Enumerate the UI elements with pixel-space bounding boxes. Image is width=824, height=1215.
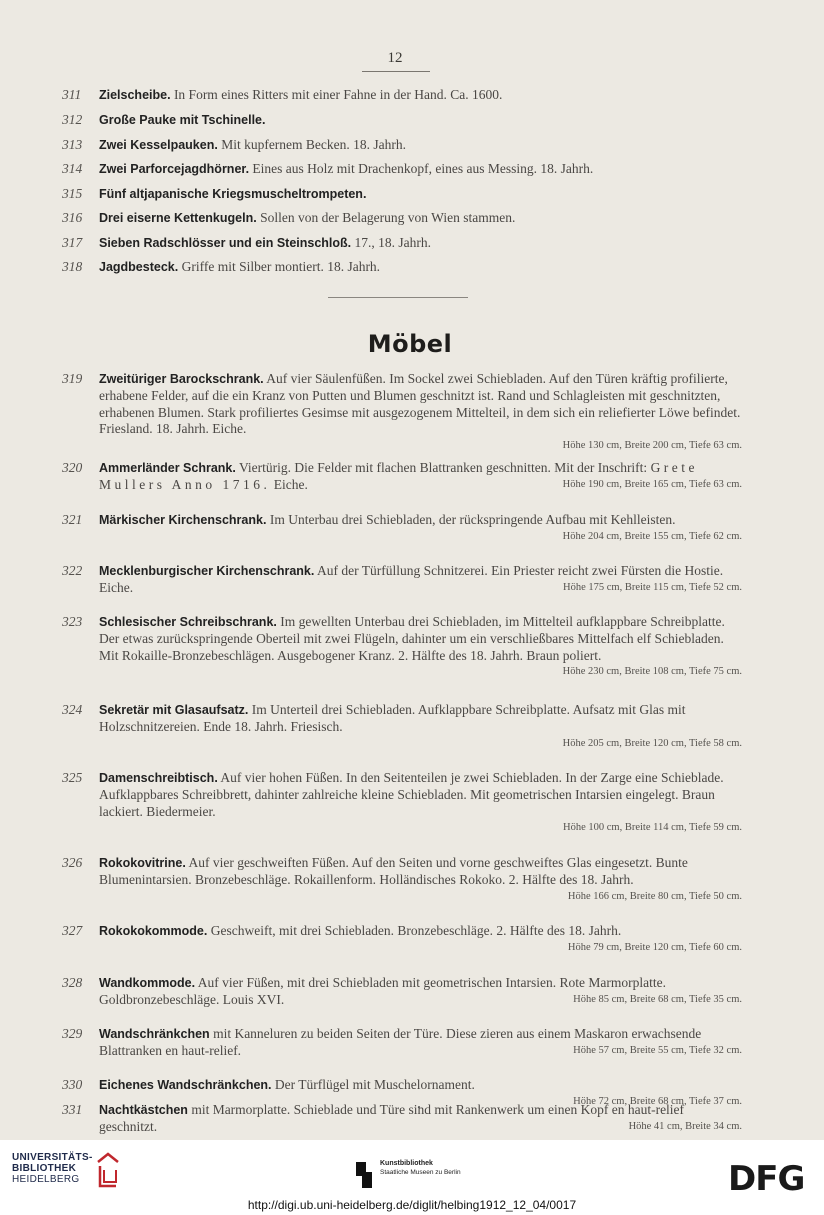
catalog-entry-315 [62,186,742,203]
catalog-entry-314 [62,161,742,178]
entry-text-tail: Eiche. [270,476,308,492]
entry-number: 322 [62,563,83,578]
entry-text: Auf vier hohen Füßen. In den Seitenteilen je zwei Schiebladen. In der Zarge eine Schieblade. Aufklappbares Schreibbrett, dahinter zahlreiche kleine Schiebladen. Mit geometrischen Intarsien eingelegt. Braun lackiert. Biedermeier. [99,770,724,819]
entry-text: mit Marmorplatte. Schieblade und Türe sind mit Rankenwerk um einen Kopf en haut-relief geschnitzt. [99,1102,685,1134]
entry-title: Jagdbesteck. [99,260,179,274]
entry-dimensions: Höhe 100 cm, Breite 114 cm, Tiefe 59 cm. [563,822,742,834]
entry-dimensions: Höhe 85 cm, Breite 68 cm, Tiefe 35 cm. [573,993,742,1005]
catalog-entry-327 [62,923,742,957]
entry-text: Mit kupfernem Becken. 18. Jahrh. [217,137,407,152]
catalog-entry-320 [62,460,742,494]
entry-dimensions: Höhe 72 cm, Breite 68 cm, Tiefe 37 cm. [573,1095,742,1107]
entry-title: Fünf altjapanische Kriegsmuscheltrompeten. [99,187,367,201]
entry-text: Im Unterteil drei Schiebladen. Aufklappbare Schreibplatte. Aufsatz mit Glas mit Holzschnitzereien. Ende 18. Jahrh. Friesisch. [99,702,686,734]
entry-text: Sollen von der Belagerung von Wien stammen. [256,210,516,225]
entry-inscription: Grete Mullers Anno 1716. [99,460,699,492]
catalog-entry-321 [62,512,742,546]
entry-number: 323 [62,614,83,629]
entry-number: 315 [62,186,83,201]
entry-title: Zweitüriger Barockschrank. [99,372,264,386]
entry-number: 321 [62,512,83,527]
entry-title: Zielscheibe. [99,88,171,102]
entry-number: 314 [62,161,83,176]
entry-text: mit Kanneluren zu beiden Seiten der Türe. Diese zieren aus einem Maskaron erwachsende Blattranken en haut-relief. [99,1026,702,1058]
entry-title: Wandschränkchen [99,1027,210,1041]
page-number-rule [362,71,430,72]
catalog-entry-326 [62,855,742,905]
university-library-logo[interactable] [12,1152,142,1185]
catalog-entry-331 [62,1102,742,1136]
catalog-entry-325 [62,770,742,837]
entry-number: 317 [62,235,83,250]
entry-title: Zwei Kesselpauken. [99,138,218,152]
entry-dimensions: Höhe 190 cm, Breite 165 cm, Tiefe 63 cm. [562,478,742,490]
entry-text: Geschweift, mit drei Schiebladen. Bronzebeschläge. 2. Hälfte des 18. Jahrh. [207,923,622,938]
entry-title: Große Pauke mit Tschinelle. [99,113,266,127]
page-number: 12 [387,50,403,66]
kunstbibliothek-subtitle: Staatliche Museen zu Berlin [380,1168,461,1176]
entry-number: 331 [62,1102,83,1117]
entry-title: Nachtkästchen [99,1103,188,1117]
catalog-entry-328 [62,975,742,1009]
entry-number: 320 [62,460,83,475]
entry-dimensions: Höhe 175 cm, Breite 115 cm, Tiefe 52 cm. [563,581,742,593]
entry-number: 327 [62,923,83,938]
entry-number: 318 [62,259,83,274]
entry-title: Schlesischer Schreibschrank. [99,615,277,629]
entry-title: Märkischer Kirchenschrank. [99,513,267,527]
entry-dimensions: Höhe 205 cm, Breite 120 cm, Tiefe 58 cm. [562,737,742,749]
entry-dimensions: Höhe 41 cm, Breite 34 cm. [628,1120,742,1132]
catalog-entry-318 [62,259,742,276]
entry-dimensions: Höhe 79 cm, Breite 120 cm, Tiefe 60 cm. [567,941,742,953]
entry-title: Damenschreibtisch. [99,771,218,785]
entry-number: 329 [62,1026,83,1041]
source-url-link[interactable]: http://digi.ub.uni-heidelberg.de/diglit/helbing1912_12_04/0017 [247,1198,577,1212]
catalog-entry-319 [62,371,742,455]
entry-text: Griffe mit Silber montiert. 18. Jahrh. [178,259,381,274]
entry-text: Auf vier Füßen, mit drei Schiebladen mit geometrischen Intarsien. Rote Marmorplatte. Goldbronzebeschläge. Louis XVI. [99,975,666,1007]
entry-title: Wandkommode. [99,976,196,990]
entry-title: Sieben Radschlösser und ein Steinschloß. [99,236,352,250]
entry-text: Auf vier geschweiften Füßen. Auf den Seiten und vorne geschweiftes Glas eingesetzt. Bunte Blumenintarsien. Bronzebeschläge. Rokaillenform. Holländisches Rokoko. 2. Hälfte des 18. Jahrh. [99,855,688,887]
entry-title: Rokokokommode. [99,924,208,938]
entry-title: Zwei Parforcejagdhörner. [99,162,250,176]
entry-text: Eines aus Holz mit Drachenkopf, eines aus Messing. 18. Jahrh. [249,161,594,176]
entry-number: 330 [62,1077,83,1092]
entry-text: Im gewellten Unterbau drei Schiebladen, im Mittelteil aufklappbare Schreibplatte. Der etwas zurückspringende Oberteil mit zwei Flügeln, dahinter um ein verschließbares Mittelfach elf Schiebladen. Mit Rokaille-Bronzebeschlägen. Ausgebogener Kranz. 2. Hälfte des 18. Jahrh. Braun poliert. [99,614,725,663]
entry-number: 312 [62,112,83,127]
entry-dimensions: Höhe 57 cm, Breite 55 cm, Tiefe 32 cm. [573,1044,742,1056]
entry-title: Ammerländer Schrank. [99,461,236,475]
catalog-entry-322 [62,563,742,597]
catalog-entry-312 [62,112,742,129]
section-divider [328,297,468,298]
dfg-logo[interactable]: DFG [728,1159,805,1199]
entry-dimensions: Höhe 130 cm, Breite 200 cm, Tiefe 63 cm. [562,440,742,452]
catalog-entry-324 [62,702,742,752]
entry-number: 326 [62,855,83,870]
catalog-entry-311 [62,87,742,104]
entry-number: 319 [62,371,83,386]
entry-number: 316 [62,210,83,225]
entry-dimensions: Höhe 204 cm, Breite 155 cm, Tiefe 62 cm. [562,530,742,542]
entry-dimensions: Höhe 166 cm, Breite 80 cm, Tiefe 50 cm. [567,890,742,902]
entry-text: 17., 18. Jahrh. [351,235,432,250]
entry-text: Viertürig. Die Felder mit flachen Blattranken geschnitten. Mit der Inschrift: [235,460,651,475]
entry-text: Auf vier Säulenfüßen. Im Sockel zwei Schiebladen. Auf den Türen kräftig profilierte, erhabene Felder, auf die ein Kranz von Putten und Blumen geschnitzt ist. Rand und Schlagleisten mit geschnitzten, erhabenen Blumen. Stark profiliertes Gesimse mit ausgezogenem Mittelteil, in dem sich ein reliefierter Löwe befindet. Friesland. 18. Jahrh. Eiche. [99,371,741,437]
kunstbibliothek-name: Kunstbibliothek [380,1160,433,1167]
entry-text: Auf der Türfüllung Schnitzerei. Ein Priester reicht zwei Fürsten die Hostie. Eiche. [99,563,724,595]
university-library-name: UNIVERSITÄTS- BIBLIOTHEK HEIDELBERG [12,1152,93,1185]
entry-text: Der Türflügel mit Muschelornament. [271,1077,475,1092]
kunstbibliothek-emblem-icon [356,1162,372,1188]
university-library-emblem-icon [94,1152,122,1190]
entry-text: In Form eines Ritters mit einer Fahne in der Hand. Ca. 1600. [170,87,503,102]
entry-number: 313 [62,137,83,152]
entry-title: Rokokovitrine. [99,856,186,870]
entry-dimensions: Höhe 230 cm, Breite 108 cm, Tiefe 75 cm. [562,666,742,678]
entry-title: Eichenes Wandschränkchen. [99,1078,272,1092]
entry-text: Im Unterbau drei Schiebladen, der rückspringende Aufbau mit Kehlleisten. [266,512,676,527]
catalog-entry-329 [62,1026,742,1060]
section-title: Möbel [367,330,453,358]
entry-title: Sekretär mit Glasaufsatz. [99,703,249,717]
entry-number: 328 [62,975,83,990]
entry-title: Mecklenburgischer Kirchenschrank. [99,564,315,578]
entry-number: 324 [62,702,83,717]
entry-number: 325 [62,770,83,785]
catalog-entry-317 [62,235,742,252]
entry-title: Drei eiserne Kettenkugeln. [99,211,257,225]
catalog-entry-313 [62,137,742,154]
entry-number: 311 [62,87,82,102]
catalog-entry-323 [62,614,742,681]
catalog-entry-316 [62,210,742,227]
